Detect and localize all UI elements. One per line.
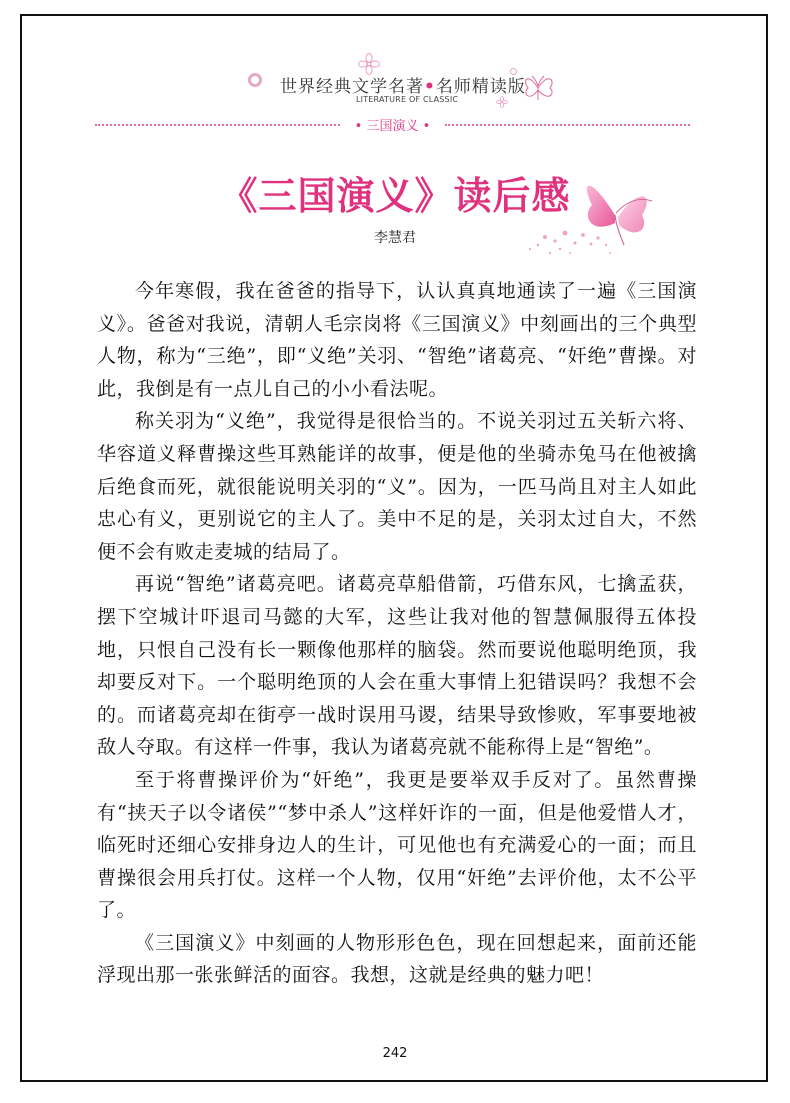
article-body — [97, 275, 697, 992]
running-header — [0, 0, 790, 140]
paragraph: 至于将曹操评价为“奸绝”，我更是要举双手反对了。虽然曹操有“挟天子以令诸侯”“梦中杀人”这样奸诈的一面，但是他爱惜人才，临死时还细心安排身边人的生计，可见他也有充满爱心的一面；而且曹操很会用兵打仗。这样一个人物，仅用“奸绝”去评价他，太不公平了。 — [97, 768, 697, 922]
header-divider — [445, 124, 690, 126]
series-title: 世界经典文学名著•名师精读版 — [280, 77, 526, 97]
butterfly-icon — [522, 70, 556, 106]
page-number: 242 — [382, 1046, 408, 1061]
article-title: 《三国演义》读后感 — [219, 174, 571, 218]
series-subtitle: LITERATURE OF CLASSIC — [356, 95, 459, 104]
circle-ornament-icon — [248, 73, 262, 87]
paragraph: 《三国演义》中刻画的人物形形色色，现在回想起来，面前还能浮现出那一张张鲜活的面容。我想，这就是经典的魅力吧！ — [97, 931, 697, 987]
section-label: • 三国演义 • — [354, 119, 431, 134]
paragraph: 今年寒假，我在爸爸的指导下，认认真真地通读了一遍《三国演义》。爸爸对我说，清朝人毛宗岗将《三国演义》中刻画出的三个典型人物，称为“三绝”，即“义绝”关羽、“智绝”诸葛亮、“奸绝”曹操。对此，我倒是有一点儿自己的小小看法呢。 — [97, 280, 697, 400]
article-author: 李慧君 — [374, 230, 416, 246]
header-divider — [95, 124, 340, 126]
circle-ornament-icon — [510, 68, 517, 75]
flower-icon — [496, 96, 508, 108]
title-container — [0, 165, 790, 220]
paragraph: 再说“智绝”诸葛亮吧。诸葛亮草船借箭，巧借东风，七擒孟获，摆下空城计吓退司马懿的大军，这些让我对他的智慧佩服得五体投地，只恨自己没有长一颗像他那样的脑袋。然而要说他聪明绝顶，我却要反对下。一个聪明绝顶的人会在重大事情上犯错误吗？我想不会的。而诸葛亮却在街亭一战时误用马谡，结果导致惨败，军事要地被敌人夺取。有这样一件事，我认为诸葛亮就不能称得上是“智绝”。 — [97, 573, 697, 759]
paragraph: 称关羽为“义绝”，我觉得是很恰当的。不说关羽过五关斩六将、华容道义释曹操这些耳熟能详的故事，便是他的坐骑赤兔马在他被擒后绝食而死，就很能说明关羽的“义”。因为，一匹马尚且对主人如此忠心有义，更别说它的主人了。美中不足的是，关羽太过自大，不然便不会有败走麦城的结局了。 — [97, 410, 697, 563]
butterfly-icon — [520, 175, 660, 270]
